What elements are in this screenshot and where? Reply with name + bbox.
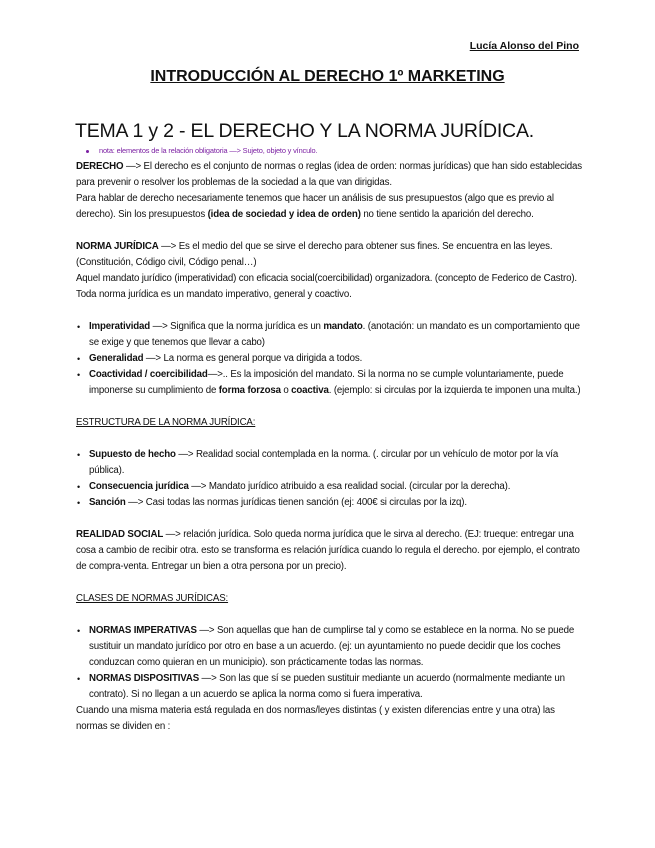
list-item	[76, 623, 582, 671]
item-text: —>.. Es la imposición del mandato. Si la norma no se cumple voluntariamente, puede imponerse su cumplimiento de	[89, 369, 564, 396]
author-name: Lucía Alonso del Pino	[469, 40, 579, 52]
item-text: —> Mandato jurídico atribuido a esa realidad social. (circular por la derecha).	[188, 481, 511, 492]
norma-term: NORMA JURÍDICA	[76, 241, 159, 252]
item-bold: mandato	[323, 321, 363, 332]
list-item	[76, 479, 582, 495]
norma-paragraph	[76, 239, 582, 271]
estructura-list	[76, 447, 582, 511]
item-term: Generalidad	[89, 353, 144, 364]
item-term: Consecuencia jurídica	[89, 481, 189, 492]
item-term: Sanción	[89, 497, 126, 508]
derecho-term: DERECHO	[76, 161, 124, 172]
section-heading: TEMA 1 y 2 - EL DERECHO Y LA NORMA JURÍDICA.	[75, 120, 534, 142]
note-text: nota: elementos de la relación obligatoria —> Sujeto, objeto y vínculo.	[99, 146, 318, 155]
item-term: NORMAS IMPERATIVAS	[89, 625, 197, 636]
note-line	[86, 146, 582, 156]
item-text: —> Realidad social contemplada en la norma. (. circular por un vehículo de motor por la vía pública).	[89, 449, 559, 476]
list-item	[76, 495, 582, 511]
item-term: Imperatividad	[89, 321, 151, 332]
norma-text: —> Es el medio del que se sirve el derecho para obtener sus fines. Se encuentra en las leyes. (Constitución, Código civil, Código penal…)	[76, 241, 553, 268]
list-item	[76, 367, 582, 399]
norma-definition: Aquel mandato jurídico (imperatividad) con eficacia social(coercibilidad) organizadora. (concepto de Federico de Castro). Toda norma jurídica es un mandato imperativo, general y coactivo.	[76, 273, 577, 300]
caracteristicas-list	[76, 319, 582, 399]
document-title: INTRODUCCIÓN AL DERECHO 1º MARKETING	[150, 68, 505, 85]
clases-title: CLASES DE NORMAS JURÍDICAS:	[76, 593, 229, 604]
estructura-title: ESTRUCTURA DE LA NORMA JURÍDICA:	[76, 417, 256, 428]
item-term: Supuesto de hecho	[89, 449, 176, 460]
presupuestos-text-end: no tiene sentido la aparición del derecho.	[360, 209, 534, 220]
item-text: —> Son aquellas que han de cumplirse tal y como se establece en la norma. No se puede sustituir un mandato jurídico por otro en base a un acuerdo. (ej: un ayuntamiento no puede decidir que los coches conduzcan como quieran en un municipio). son prácticamente todas las normas.	[89, 625, 575, 668]
item-text-end: . (ejemplo: si circulas por la izquierda te imponen una multa.)	[328, 385, 581, 396]
item-term: NORMAS DISPOSITIVAS	[89, 673, 200, 684]
item-text: —> Significa que la norma jurídica es un	[150, 321, 324, 332]
list-item	[76, 447, 582, 479]
bullet-dot-icon	[86, 150, 89, 153]
presupuestos-bold: (idea de sociedad y idea de orden)	[207, 209, 361, 220]
list-item	[76, 319, 582, 351]
item-bold: forma forzosa	[218, 385, 281, 396]
item-term: Coactividad / coercibilidad	[89, 369, 208, 380]
final-paragraph: Cuando una misma materia está regulada en dos normas/leyes distintas ( y existen diferencias entre y una otra) las normas se dividen en :	[76, 705, 555, 732]
presupuestos-paragraph	[76, 191, 582, 223]
realidad-term: REALIDAD SOCIAL	[76, 529, 164, 540]
item-text: —> La norma es general porque va dirigida a todos.	[143, 353, 363, 364]
presupuestos-text: Para hablar de derecho necesariamente tenemos que hacer un análisis de sus presupuestos (algo que es previo al derecho). Sin los presupuestos	[76, 193, 554, 220]
derecho-paragraph	[76, 159, 582, 191]
document-body	[76, 118, 582, 735]
derecho-text: —> El derecho es el conjunto de normas o reglas (idea de orden: normas jurídicas) que han sido establecidas para prevenir o resolver los problemas de la sociedad a la que van dirigidas.	[76, 161, 582, 188]
item-bold-2: coactiva	[291, 385, 329, 396]
realidad-text: —> relación jurídica. Solo queda norma jurídica que le sirva al derecho. (EJ: trueque: entregar una cosa a cambio de recibir otra. esto se transforma es relación jurídica cuando lo regula el derecho. por ejemplo, el contrato de compra-venta. Entregar un bien a otra persona por un precio).	[76, 529, 580, 572]
list-item	[76, 351, 582, 367]
realidad-paragraph	[76, 527, 582, 575]
item-text-mid: o	[280, 385, 292, 396]
item-text-end: . (anotación: un mandato es un comportamiento que se exige y que tenemos que llevar a cabo)	[89, 321, 580, 348]
list-item	[76, 671, 582, 703]
item-text: —> Casi todas las normas jurídicas tienen sanción (ej: 400€ si circulas por la izq).	[125, 497, 467, 508]
item-text: —> Son las que sí se pueden sustituir mediante un acuerdo (normalmente mediante un contrato). Si no llegan a un acuerdo se aplica la norma como si fuera imperativa.	[89, 673, 565, 700]
clases-list	[76, 623, 582, 703]
